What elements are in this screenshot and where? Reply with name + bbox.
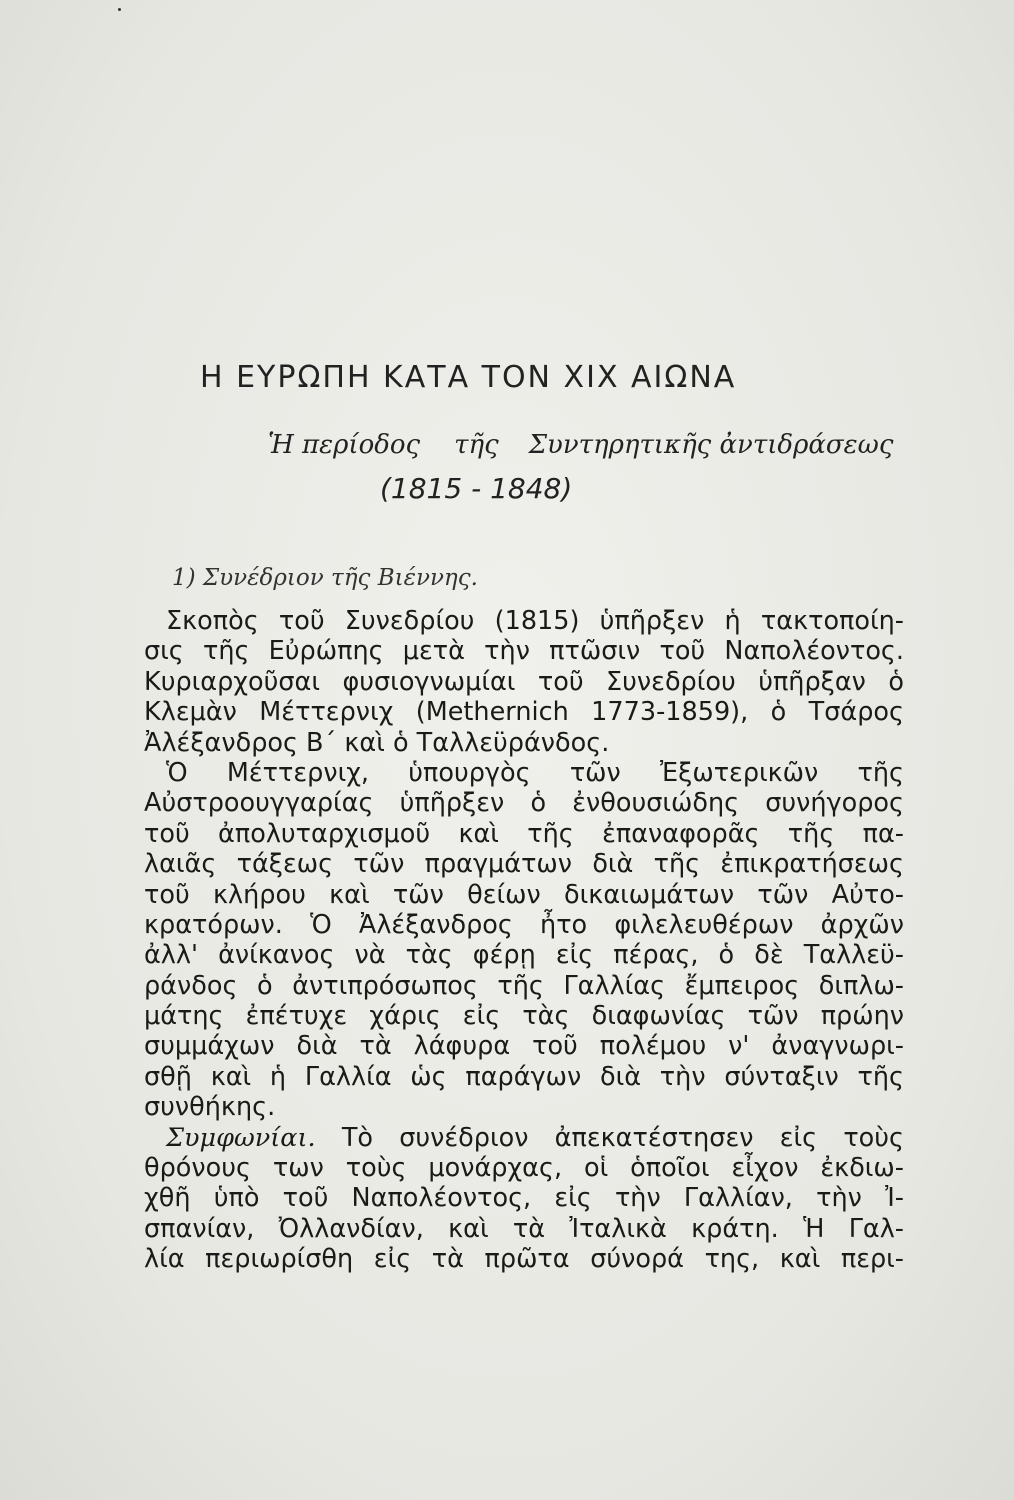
text-line: μάτης ἐπέτυχε χάρις εἰς τὰς διαφωνίας τῶν πρώην bbox=[144, 1001, 904, 1032]
subtitle-years: (1815 - 1848) bbox=[380, 472, 573, 505]
text-line: τοῦ κλήρου καὶ τῶν θείων δικαιωμάτων τῶν Αὐτο- bbox=[144, 879, 904, 910]
speck-mark bbox=[118, 8, 121, 11]
text-line: ἀλλ' ἀνίκανος νὰ τὰς φέρῃ εἰς πέρας, ὁ δὲ Ταλλεϋ- bbox=[144, 940, 904, 971]
text-line: θρόνους των τοὺς μονάρχας, οἱ ὁποῖοι εἶχον ἐκδιω- bbox=[144, 1153, 904, 1184]
text-line: Ὁ Μέττερνιχ, ὑπουργὸς τῶν Ἐξωτερικῶν τῆς bbox=[166, 757, 904, 788]
text-line: σθῇ καὶ ἡ Γαλλία ὡς παράγων διὰ τὴν σύνταξιν τῆς bbox=[144, 1061, 904, 1092]
subtitle-word-3: Συντηρητικῆς ἀντιδράσεως bbox=[528, 430, 894, 460]
text-line: τοῦ ἀπολυταρχισμοῦ καὶ τῆς ἐπαναφορᾶς τῆς πα- bbox=[144, 818, 904, 849]
text-line: λία περιωρίσθη εἰς τὰ πρῶτα σύνορά της, καὶ περι- bbox=[144, 1244, 904, 1275]
page-title: Η ΕΥΡΩΠΗ ΚΑΤΑ ΤΟΝ XIX ΑΙΩΝΑ bbox=[200, 360, 737, 395]
text-line: Αὐστροουγγαρίας ὑπῆρξεν ὁ ἐνθουσιώδης συνήγορος bbox=[144, 788, 904, 819]
text-line: συνθήκης. bbox=[144, 1092, 276, 1123]
subtitle bbox=[268, 430, 894, 460]
subtitle-word-1: Ἡ περίοδος bbox=[268, 430, 421, 460]
text-line-with-italic-lead bbox=[144, 1123, 904, 1153]
text-line: κρατόρων. Ὁ Ἀλέξανδρος ἦτο φιλελευθέρων ἀρχῶν bbox=[144, 909, 904, 940]
body-text bbox=[144, 606, 904, 1275]
text-line: χθῆ ὑπὸ τοῦ Ναπολέοντος, εἰς τὴν Γαλλίαν, τὴν Ἰ- bbox=[144, 1183, 904, 1214]
text-line: Ἀλέξανδρος Β΄ καὶ ὁ Ταλλεϋράνδος. bbox=[144, 727, 610, 758]
subtitle-word-2: τῆς bbox=[454, 430, 499, 460]
text-line: λαιᾶς τάξεως τῶν πραγμάτων διὰ τῆς ἐπικρατήσεως bbox=[144, 849, 904, 880]
section-heading: 1) Συνέδριον τῆς Βιέννης. bbox=[172, 565, 478, 591]
text-line: ράνδος ὁ ἀντιπρόσωπος τῆς Γαλλίας ἔμπειρος διπλω- bbox=[144, 970, 904, 1001]
text-line: σις τῆς Εὐρώπης μετὰ τὴν πτῶσιν τοῦ Ναπολέοντος. bbox=[144, 636, 904, 667]
text-line: Κλεμὰν Μέττερνιχ (Methernich 1773-1859), ὁ Τσάρος bbox=[144, 697, 904, 728]
italic-lead: Συμφωνίαι. bbox=[166, 1122, 316, 1153]
text-line: σπανίαν, Ὀλλανδίαν, καὶ τὰ Ἰταλικὰ κράτη. Ἡ Γαλ- bbox=[144, 1213, 904, 1244]
text-line: Κυριαρχοῦσαι φυσιογνωμίαι τοῦ Συνεδρίου ὑπῆρξαν ὁ bbox=[144, 666, 904, 697]
line-rest: Τὸ συνέδριον ἀπεκατέστησεν εἰς τοὺς bbox=[341, 1122, 904, 1153]
text-line: Σκοπὸς τοῦ Συνεδρίου (1815) ὑπῆρξεν ἡ τακτοποίη- bbox=[166, 606, 904, 636]
text-line: συμμάχων διὰ τὰ λάφυρα τοῦ πολέμου ν' ἀναγνωρι- bbox=[144, 1031, 904, 1062]
